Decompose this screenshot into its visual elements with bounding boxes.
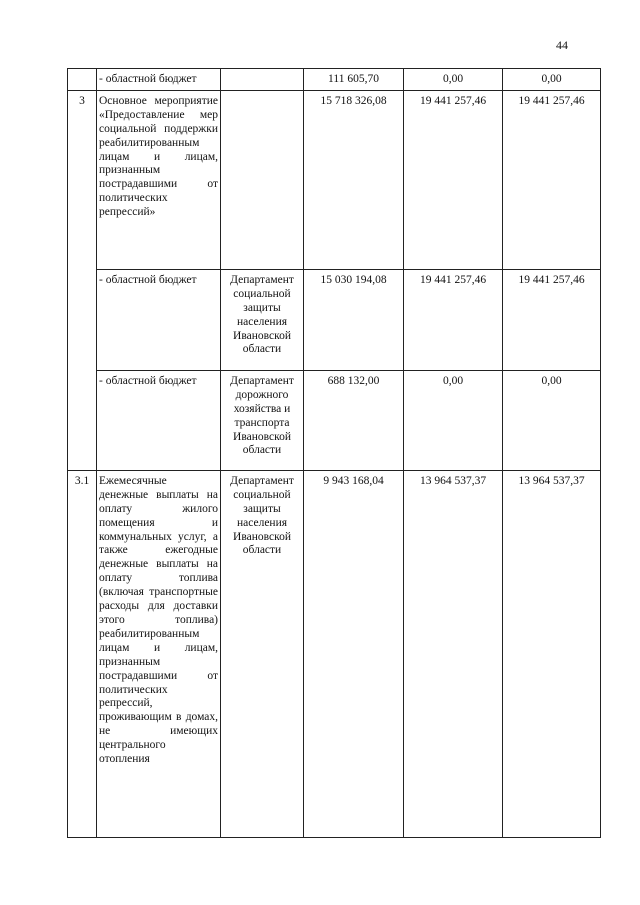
- page-number: 44: [556, 38, 568, 52]
- row-value-2: 19 441 257,46: [404, 90, 503, 269]
- row-number: 3.1: [68, 470, 97, 837]
- row-department: Департамент социальной защиты населения Ивановской области: [221, 269, 304, 370]
- row-number: [68, 69, 97, 91]
- row-department: [221, 90, 304, 269]
- budget-table: [67, 68, 601, 838]
- row-name: - областной бюджет: [97, 269, 221, 370]
- row-value-3: 0,00: [503, 69, 601, 91]
- row-value-3: 13 964 537,37: [503, 470, 601, 837]
- table-row: [68, 69, 601, 91]
- row-name: - областной бюджет: [97, 370, 221, 470]
- row-department: [221, 69, 304, 91]
- row-value-1: 9 943 168,04: [304, 470, 404, 837]
- row-value-2: 0,00: [404, 370, 503, 470]
- table-row: [68, 470, 601, 837]
- row-value-1: 15 718 326,08: [304, 90, 404, 269]
- row-value-1: 111 605,70: [304, 69, 404, 91]
- row-name: Основное мероприятие «Предоставление мер социальной поддержки реабилитированным лицам и лицам, признанным пострадавшими от политических репрессий»: [97, 90, 221, 269]
- row-value-2: 13 964 537,37: [404, 470, 503, 837]
- row-value-3: 0,00: [503, 370, 601, 470]
- table-row: [68, 269, 601, 370]
- row-department: Департамент социальной защиты населения Ивановской области: [221, 470, 304, 837]
- table-row: [68, 370, 601, 470]
- row-name: Ежемесячные денежные выплаты на оплату жилого помещения и коммунальных услуг, а также ежегодные денежные выплаты на оплату топлива (включая транспортные расходы для доставки этого топлива) реабилитированным лицам и лицам, признанным пострадавшими от политических репрессий, проживающим в домах, не имеющих центрального отопления: [97, 470, 221, 837]
- table-row: [68, 90, 601, 269]
- row-value-3: 19 441 257,46: [503, 90, 601, 269]
- row-number: 3: [68, 90, 97, 470]
- row-value-3: 19 441 257,46: [503, 269, 601, 370]
- row-name: - областной бюджет: [97, 69, 221, 91]
- row-value-1: 15 030 194,08: [304, 269, 404, 370]
- row-value-1: 688 132,00: [304, 370, 404, 470]
- row-value-2: 19 441 257,46: [404, 269, 503, 370]
- row-department: Департамент дорожного хозяйства и транспорта Ивановской области: [221, 370, 304, 470]
- row-value-2: 0,00: [404, 69, 503, 91]
